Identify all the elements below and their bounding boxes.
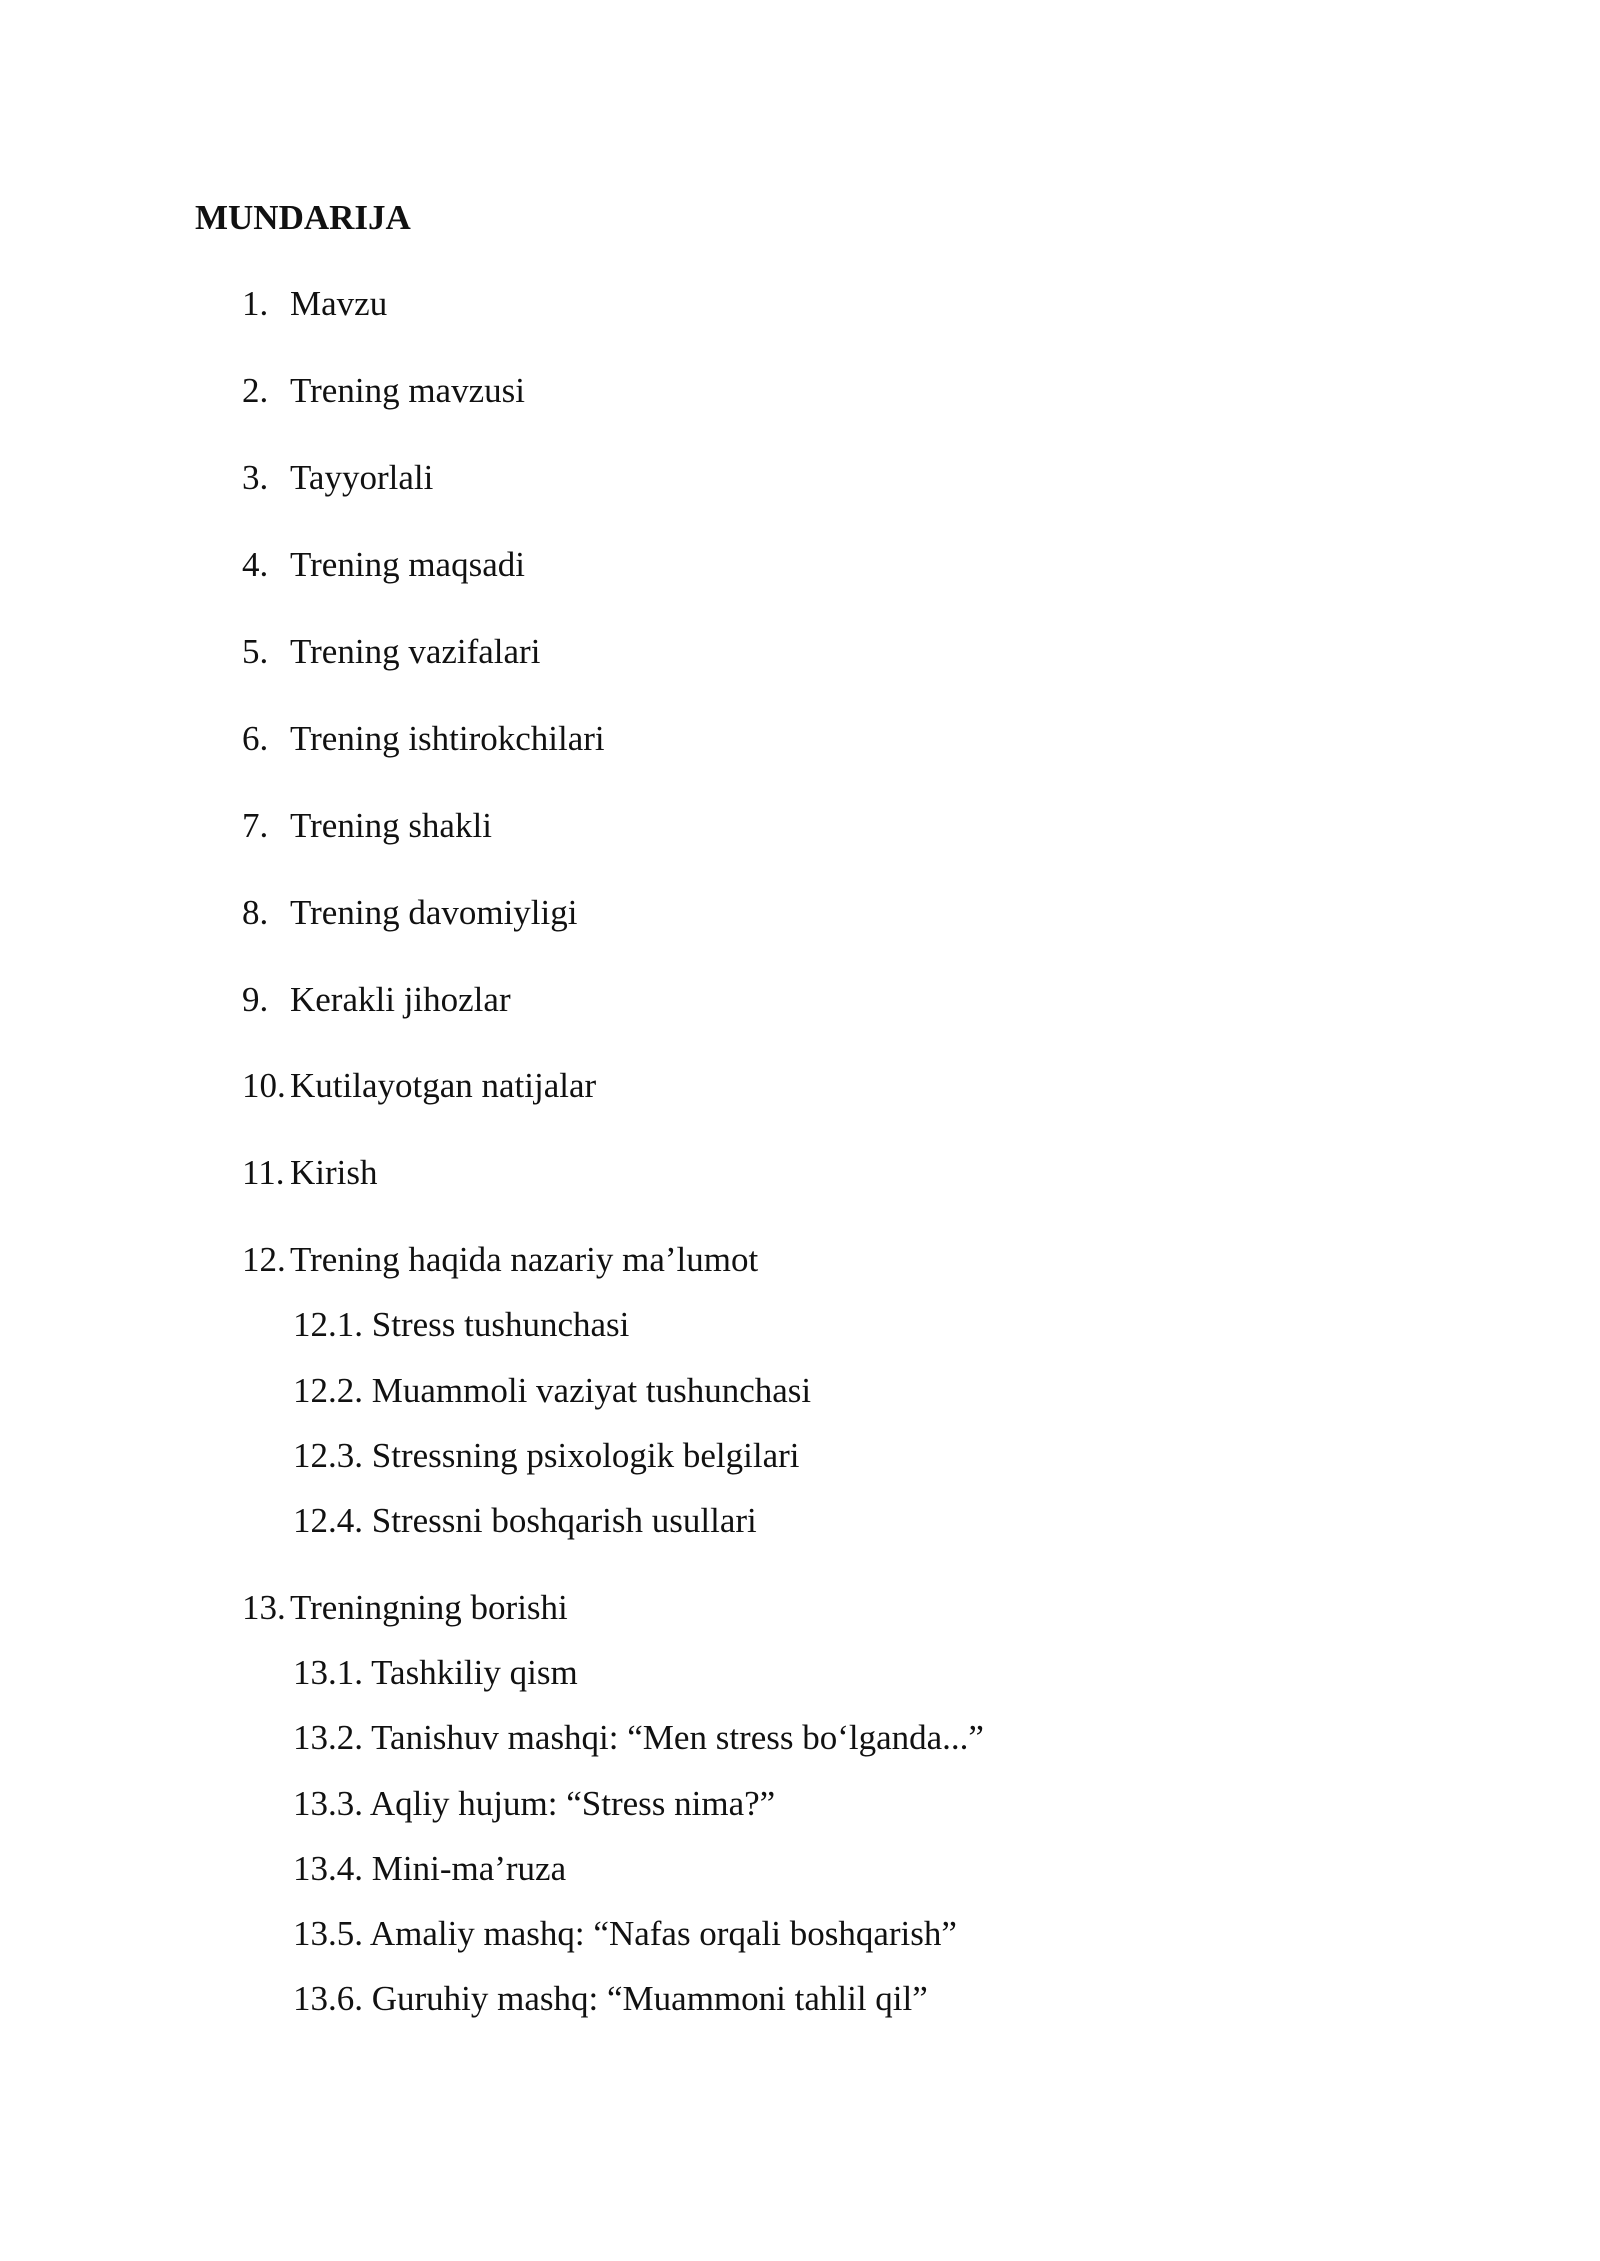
toc-item-text: Trening vazifalari [290, 632, 541, 671]
toc-item-text: Trening davomiyligi [290, 893, 578, 932]
toc-item-text: Trening maqsadi [290, 545, 525, 584]
toc-item-text: 13.4. Mini-ma’ruza [293, 1849, 567, 1888]
toc-item-text: 13.2. Tanishuv mashqi: “Men stress bo‘lganda...” [293, 1718, 984, 1757]
toc-item-number: 7. [242, 806, 269, 845]
toc-item-number: 6. [242, 719, 269, 758]
toc-item-text: 12.2. Muammoli vaziyat tushunchasi [293, 1371, 812, 1410]
toc-item-text: Trening mavzusi [290, 371, 525, 410]
toc-item-number: 8. [242, 893, 269, 932]
toc-item-text: 13.6. Guruhiy mashq: “Muammoni tahlil qil” [293, 1979, 928, 2018]
toc-item-text: Mavzu [290, 284, 388, 323]
toc-item-number: 2. [242, 371, 269, 410]
toc-item-text: Kirish [290, 1153, 378, 1192]
toc-item-text: 12.4. Stressni boshqarish usullari [293, 1501, 757, 1540]
toc-item-text: 13.5. Amaliy mashq: “Nafas orqali boshqarish” [293, 1914, 957, 1953]
toc-item-text: 13.3. Aqliy hujum: “Stress nima?” [293, 1784, 776, 1823]
toc-item-text: Kerakli jihozlar [290, 980, 511, 1019]
toc-item-text: Treningning borishi [290, 1588, 568, 1627]
page-title: MUNDARIJA [195, 198, 411, 237]
toc-item-text: 12.3. Stressning psixologik belgilari [293, 1436, 800, 1475]
toc-item-number: 10. [242, 1066, 286, 1105]
toc-item-number: 11. [242, 1153, 285, 1192]
toc-item-text: Kutilayotgan natijalar [290, 1066, 597, 1105]
toc-item-number: 9. [242, 980, 269, 1019]
toc-item-text: 12.1. Stress tushunchasi [293, 1305, 630, 1344]
toc-item-number: 5. [242, 632, 269, 671]
toc-item-number: 4. [242, 545, 269, 584]
toc-item-number: 1. [242, 284, 269, 323]
toc-item-number: 3. [242, 458, 269, 497]
toc-item-text: Trening haqida nazariy ma’lumot [290, 1240, 759, 1279]
toc-item-text: 13.1. Tashkiliy qism [293, 1653, 578, 1692]
toc-item-text: Trening shakli [290, 806, 492, 845]
toc-item-number: 12. [242, 1240, 286, 1279]
toc-item-text: Trening ishtirokchilari [290, 719, 605, 758]
toc-item-text: Tayyorlali [290, 458, 434, 497]
toc-item-number: 13. [242, 1588, 286, 1627]
